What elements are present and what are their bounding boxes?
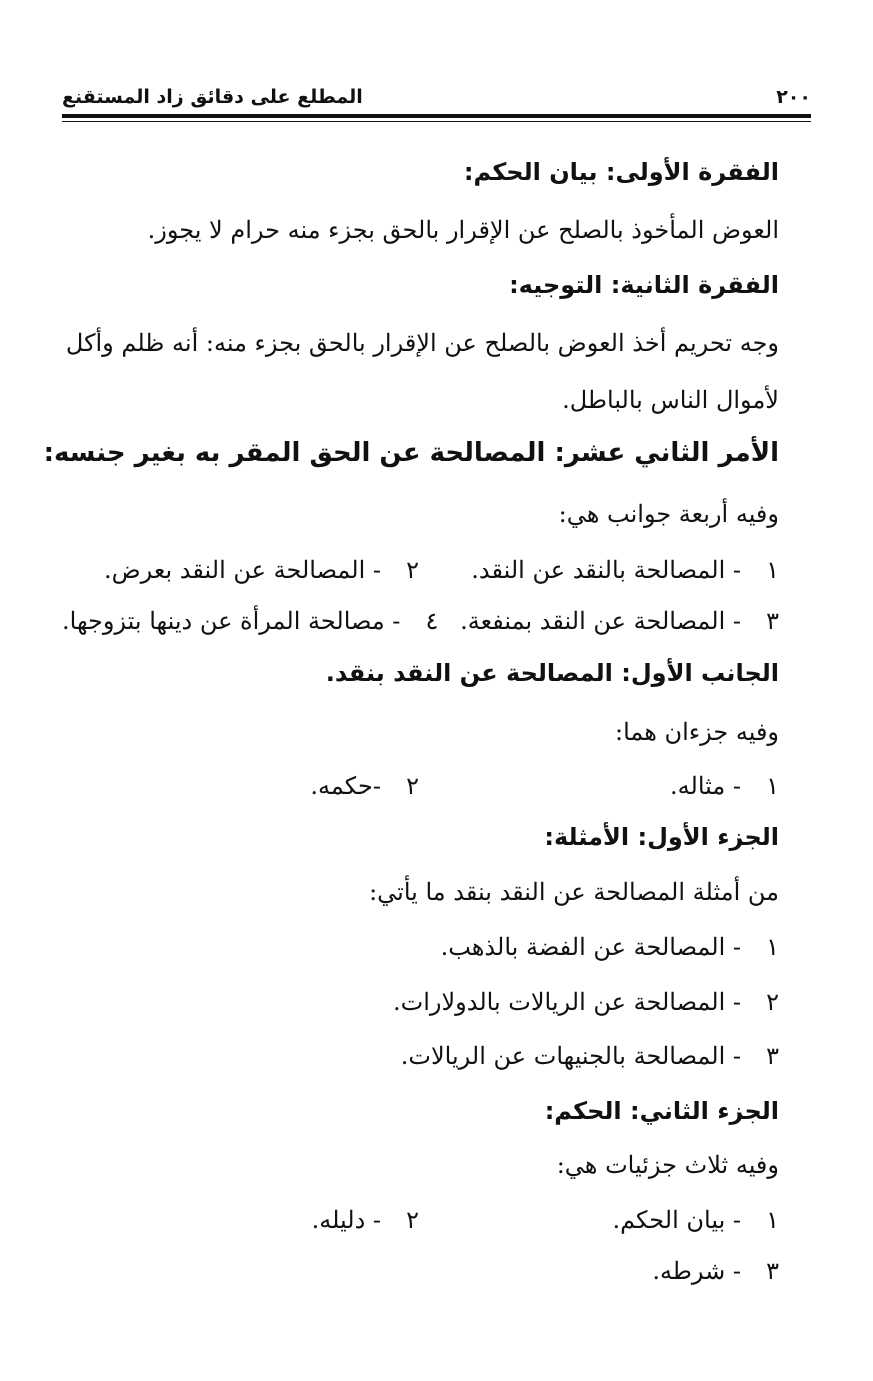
parts-row — [62, 774, 779, 798]
section-12-heading: الأمر الثاني عشر: المصالحة عن الحق المقر به بغير جنسه: — [43, 438, 779, 468]
paragraph-2-text-line-2: لأموال الناس بالباطل. — [562, 386, 779, 414]
book-title: المطلع على دقائق زاد المستقنع — [62, 86, 363, 108]
page-number: ٢٠٠ — [776, 86, 811, 108]
part-1-intro: من أمثلة المصالحة عن النقد بنقد ما يأتي: — [369, 878, 779, 906]
aspect-item: ٣- المصالحة عن النقد بمنفعة. — [460, 607, 779, 635]
section-12-intro: وفيه أربعة جوانب هي: — [558, 500, 779, 528]
aspect-item: ٤- مصالحة المرأة عن دينها بتزوجها. — [62, 607, 439, 635]
subpart-item: ٣- شرطه. — [652, 1257, 779, 1285]
part-item: ١- مثاله. — [670, 772, 779, 800]
aspects-row-1 — [62, 558, 779, 582]
aspect-item: ٢- المصالحة عن النقد بعرض. — [104, 556, 419, 584]
subparts-row — [62, 1208, 779, 1232]
example-item: ١- المصالحة عن الفضة بالذهب. — [440, 933, 779, 961]
part-2-intro: وفيه ثلاث جزئيات هي: — [556, 1151, 779, 1179]
paragraph-2-heading: الفقرة الثانية: التوجيه: — [509, 271, 779, 299]
header-rule-thick — [62, 114, 811, 118]
paragraph-2-text-line-1: وجه تحريم أخذ العوض بالصلح عن الإقرار بالحق بجزء منه: أنه ظلم وأكل — [65, 329, 779, 357]
part-item: ٢-حكمه. — [310, 772, 419, 800]
aspect-1-heading: الجانب الأول: المصالحة عن النقد بنقد. — [325, 659, 779, 687]
example-item: ٢- المصالحة عن الريالات بالدولارات. — [392, 988, 779, 1016]
aspect-1-intro: وفيه جزءان هما: — [614, 718, 779, 746]
header-rule-thin — [62, 121, 811, 122]
paragraph-1-heading: الفقرة الأولى: بيان الحكم: — [463, 158, 779, 186]
aspects-row-2 — [62, 609, 779, 633]
subpart-item: ١- بيان الحكم. — [612, 1206, 779, 1234]
subpart-item: ٢- دليله. — [311, 1206, 419, 1234]
running-header — [62, 78, 811, 108]
part-1-heading: الجزء الأول: الأمثلة: — [544, 823, 779, 851]
example-item: ٣- المصالحة بالجنيهات عن الريالات. — [400, 1042, 779, 1070]
aspect-item: ١- المصالحة بالنقد عن النقد. — [471, 556, 779, 584]
part-2-heading: الجزء الثاني: الحكم: — [544, 1097, 779, 1125]
paragraph-1-text: العوض المأخوذ بالصلح عن الإقرار بالحق بجزء منه حرام لا يجوز. — [147, 216, 779, 244]
